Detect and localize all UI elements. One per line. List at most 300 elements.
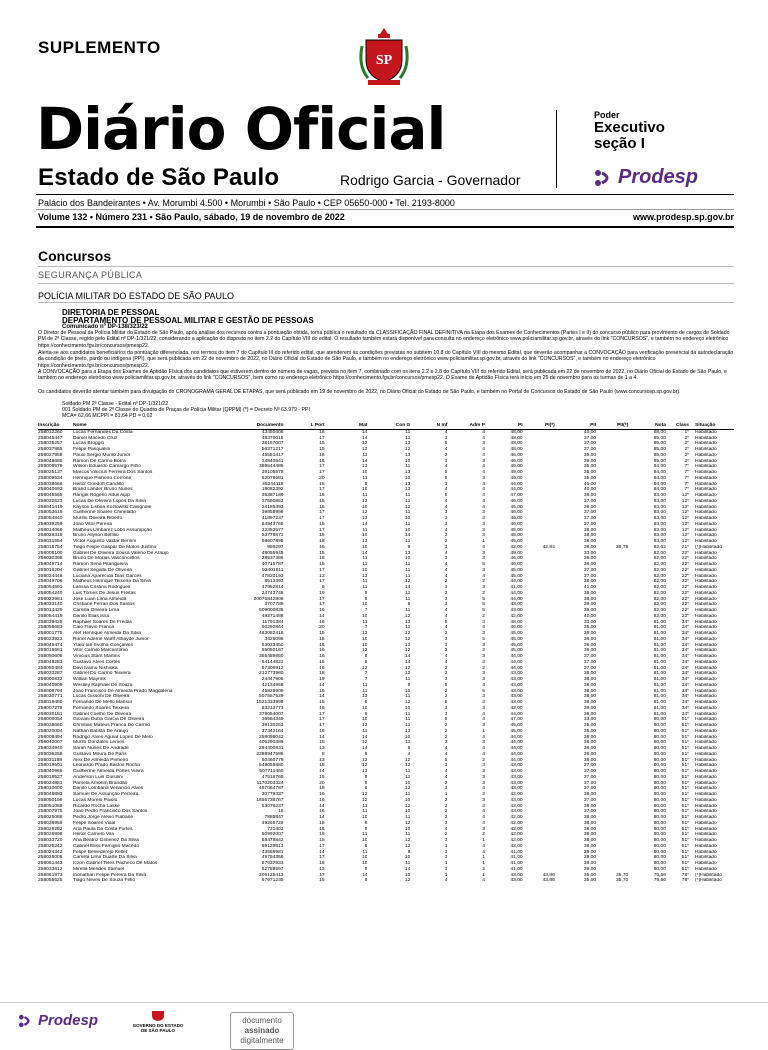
- table-cell: Sarah Nunes De Andrade: [73, 746, 129, 751]
- table-cell: 11: [362, 682, 368, 688]
- table-cell: 258049474: [38, 642, 63, 648]
- table-cell: 258010600: [38, 786, 63, 792]
- executivo-label: Executivo: [594, 119, 665, 136]
- table-cell: 10: [361, 470, 368, 475]
- table-cell: 10: [404, 780, 411, 786]
- table-cell: 35,00: [583, 723, 597, 728]
- table-cell: 49,00: [510, 464, 523, 470]
- table-cell: 11: [362, 579, 368, 585]
- table-cell: 35,00: [583, 475, 597, 481]
- table-cell: 36,00: [583, 642, 597, 648]
- table-cell: Anderson Luis Guisilini: [73, 774, 123, 780]
- table-cell: 40,00: [583, 613, 597, 619]
- table-cell: 39,00: [583, 608, 597, 613]
- table-cell: 13: [319, 573, 325, 579]
- table-cell: 34º: [681, 694, 689, 700]
- table-cell: 7º: [684, 481, 689, 487]
- table-cell: José Luan Lima Almeida: [73, 596, 127, 602]
- table-cell: 82,00: [653, 567, 666, 573]
- table-cell: Fernando De Mello Mansur: [73, 700, 133, 705]
- table-cell: 405290388: [259, 740, 284, 746]
- table-cell: 205125413: [259, 872, 284, 878]
- table-cell: 80,00: [653, 740, 666, 746]
- table-cell: 24743748: [261, 590, 284, 596]
- table-cell: Daniel Macedo Cruz: [73, 435, 118, 441]
- table-cell: 8: [364, 596, 368, 602]
- table-cell: Habilitado: [695, 820, 717, 826]
- table-cell: 80,00: [653, 849, 666, 855]
- table-cell: 36,00: [583, 631, 597, 636]
- table-cell: Habilitado: [695, 849, 717, 855]
- table-cell: 11: [405, 832, 411, 838]
- table-cell: 37,00: [583, 786, 597, 792]
- table-cell: 258001775: [38, 631, 63, 636]
- table-cell: 9: [321, 585, 325, 590]
- table-cell: 57306912: [261, 665, 284, 671]
- column-header: Inscrição: [38, 423, 73, 429]
- table-cell: 46,00: [510, 510, 523, 516]
- table-cell: Habilitado: [695, 734, 717, 740]
- table-cell: 13: [404, 619, 411, 625]
- stamp-line-3: digitalmente: [240, 1036, 284, 1045]
- table-cell: 4: [407, 751, 411, 757]
- table-cell: 37,00: [583, 769, 597, 774]
- table-cell: 58607895: [261, 539, 284, 544]
- table-cell: 55050167: [261, 648, 284, 654]
- table-cell: 10: [361, 861, 368, 866]
- table-cell: 10: [361, 705, 368, 711]
- table-cell: 11: [405, 567, 411, 573]
- table-cell: Habilitado: [695, 711, 717, 717]
- table-cell: 17: [319, 516, 325, 521]
- table-cell: 11: [362, 832, 368, 838]
- table-cell: 14: [361, 458, 368, 464]
- table-cell: 85,00: [653, 435, 666, 441]
- table-cell: 12: [361, 648, 368, 654]
- table-cell: 43,00: [510, 700, 523, 705]
- table-cell: 81,00: [653, 682, 666, 688]
- table-cell: Weslley Raphael De Souza: [73, 682, 133, 688]
- table-cell: 80,00: [653, 797, 666, 803]
- table-cell: 43,00: [510, 677, 523, 682]
- table-cell: 37,00: [583, 567, 597, 573]
- table-cell: 13: [404, 550, 411, 556]
- communique-number: Comunicado nº DP-138/323/22: [62, 324, 148, 330]
- footer-prodesp-text: Prodesp: [38, 1012, 99, 1029]
- table-cell: 14: [404, 866, 411, 872]
- table-cell: 10: [404, 527, 411, 533]
- table-cell: 258040007: [38, 740, 63, 746]
- table-cell: 40,00: [583, 487, 597, 493]
- table-cell: 34º: [681, 700, 689, 705]
- table-cell: Habilitado: [695, 751, 717, 757]
- table-cell: 1: [482, 838, 485, 843]
- table-cell: 18: [319, 556, 325, 562]
- table-cell: 17: [319, 464, 325, 470]
- table-cell: 14: [319, 849, 325, 855]
- table-cell: 10: [404, 556, 411, 562]
- table-cell: 22º: [681, 573, 689, 579]
- table-cell: 258048685: [38, 458, 63, 464]
- table-cell: 3: [444, 585, 448, 590]
- table-cell: 17: [319, 602, 325, 608]
- table-cell: 3: [482, 475, 485, 481]
- table-cell: 3: [482, 642, 485, 648]
- table-cell: 3: [482, 826, 485, 832]
- table-cell: Habilitado: [695, 815, 717, 820]
- table-cell: 10: [361, 717, 368, 723]
- table-cell: 4: [482, 809, 485, 815]
- table-cell: Samuel De Assunção Ferreira: [73, 792, 139, 797]
- table-cell: 13: [361, 447, 368, 452]
- table-cell: 12: [404, 803, 411, 809]
- table-cell: 11: [405, 717, 411, 723]
- table-cell: 38,00: [583, 826, 597, 832]
- table-cell: Habilitado: [695, 705, 717, 711]
- table-cell: 22º: [681, 602, 689, 608]
- table-cell: 46,00: [510, 556, 523, 562]
- table-cell: 81,00: [653, 625, 666, 631]
- column-header: N Inf: [410, 423, 447, 429]
- table-cell: 13: [361, 769, 368, 774]
- table-cell: 38,00: [583, 700, 597, 705]
- table-cell: 3: [482, 441, 485, 447]
- column-header: PI(*): [523, 423, 555, 429]
- table-cell: 85,00: [653, 447, 666, 452]
- table-cell: 80,00: [653, 717, 666, 723]
- table-cell: Habilitado: [695, 746, 717, 751]
- table-cell: 51º: [681, 734, 689, 740]
- table-cell: 46,00: [510, 516, 523, 521]
- table-cell: 45,00: [510, 567, 523, 573]
- table-cell: 35,70: [616, 878, 629, 884]
- table-cell: 258098042: [259, 734, 284, 740]
- table-cell: 22º: [681, 608, 689, 613]
- state-subtitle: Estado de São Paulo: [38, 164, 280, 191]
- table-cell: 8: [321, 751, 325, 757]
- table-cell: 30779337: [261, 792, 284, 797]
- table-cell: 7º: [684, 470, 689, 475]
- table-cell: 2: [444, 803, 448, 809]
- table-cell: Habilitado: [695, 809, 717, 815]
- secao-label: seção I: [594, 135, 645, 152]
- table-cell: Habilitado: [695, 803, 717, 809]
- table-cell: 38,00: [583, 527, 597, 533]
- table-cell: 3: [482, 671, 485, 677]
- table-cell: 4: [444, 746, 448, 751]
- table-cell: Lucas De Oliveira Lopes Da Silva: [73, 498, 146, 504]
- table-cell: 38,00: [583, 688, 597, 694]
- table-cell: 4: [482, 470, 485, 475]
- table-cell: 42,00: [510, 705, 523, 711]
- table-cell: 48,00: [510, 429, 523, 435]
- classification-table: [38, 423, 734, 884]
- table-cell: 14: [319, 682, 325, 688]
- table-cell: 258026242: [38, 843, 63, 849]
- table-cell: 10: [404, 872, 411, 878]
- table-cell: 1521333998: [256, 700, 284, 705]
- table-cell: 37,00: [583, 654, 597, 659]
- table-cell: 12: [361, 441, 368, 447]
- table-cell: 34º: [681, 631, 689, 636]
- table-cell: 38,00: [583, 843, 597, 849]
- table-cell: 258037865: [38, 447, 63, 452]
- table-cell: 2: [444, 797, 448, 803]
- table-cell: 51º: [681, 723, 689, 728]
- table-cell: Habilitado: [695, 769, 717, 774]
- table-cell: 1: [444, 843, 448, 849]
- table-cell: 20: [319, 475, 325, 481]
- table-cell: 258051089: [38, 803, 63, 809]
- table-cell: 53778871: [261, 533, 284, 539]
- table-cell: 258014069: [38, 527, 63, 533]
- table-cell: 4: [444, 826, 448, 832]
- table-cell: 78º: [681, 872, 689, 878]
- table-cell: 3: [482, 705, 485, 711]
- table-cell: 15: [319, 521, 325, 527]
- table-cell: 9: [407, 682, 411, 688]
- table-cell: Guilherme Almeida Portes Vieira: [73, 769, 144, 774]
- table-cell: 3: [482, 567, 485, 573]
- table-cell: 11: [362, 809, 368, 815]
- table-cell: 10: [361, 602, 368, 608]
- table-cell: 24840541: [261, 458, 284, 464]
- table-cell: 12: [404, 665, 411, 671]
- table-cell: 3: [444, 855, 448, 861]
- table-cell: Gabriel Do Carmo Teixeira: [73, 671, 131, 677]
- table-cell: 84,00: [653, 464, 666, 470]
- table-cell: 3: [482, 533, 485, 539]
- table-cell: 14: [404, 654, 411, 659]
- table-cell: 11: [405, 677, 411, 682]
- table-cell: 15: [319, 631, 325, 636]
- table-cell: 15: [319, 447, 325, 452]
- table-cell: 483082418: [259, 631, 284, 636]
- table-cell: 4: [482, 625, 485, 631]
- table-cell: 4: [482, 504, 485, 510]
- table-cell: 1: [444, 872, 448, 878]
- table-cell: Habilitado: [695, 550, 717, 556]
- table-cell: 18: [319, 786, 325, 792]
- table-cell: Paulo Sergio Murilo Junior: [73, 452, 131, 458]
- table-cell: 33,00: [583, 619, 597, 625]
- table-cell: 258019480: [38, 700, 63, 705]
- table-cell: 284400831: [259, 746, 284, 751]
- table-cell: 45,00: [510, 539, 523, 544]
- table-cell: 258033720: [38, 838, 63, 843]
- table-cell: 17: [319, 435, 325, 441]
- table-cell: Habilitado: [695, 539, 717, 544]
- table-cell: 3: [444, 786, 448, 792]
- table-cell: Habilitado: [695, 688, 717, 694]
- table-cell: 19: [319, 677, 325, 682]
- table-cell: 17: [319, 579, 325, 585]
- table-cell: 959297: [267, 544, 284, 550]
- table-cell: Matheus Henrique Teixeira Da Silva: [73, 579, 151, 585]
- table-cell: 3: [444, 516, 448, 521]
- table-cell: Pamela Amorim Brandão: [73, 780, 128, 786]
- table-cell: 2: [444, 780, 448, 786]
- table-cell: 258024881: [38, 780, 63, 786]
- table-cell: 11: [405, 740, 411, 746]
- table-cell: 85,00: [653, 441, 666, 447]
- table-cell: 15: [319, 533, 325, 539]
- table-cell: Felipe Belvederejo Keller: [73, 849, 128, 855]
- table-cell: 10: [361, 544, 368, 550]
- table-cell: 81,00: [653, 648, 666, 654]
- table-cell: Tiago Felipe Gaspar De Matos Justino: [73, 544, 157, 550]
- table-cell: 14: [319, 613, 325, 619]
- table-cell: 13: [404, 452, 411, 458]
- table-cell: Henrique Pinheiro Cerrone: [73, 475, 132, 481]
- table-cell: 80,00: [653, 843, 666, 849]
- table-cell: 16: [319, 705, 325, 711]
- table-cell: 43,00: [510, 671, 523, 677]
- table-cell: 12: [361, 498, 368, 504]
- table-cell: 4: [444, 878, 448, 884]
- table-cell: 12: [404, 878, 411, 884]
- table-cell: Habilitado: [695, 723, 717, 728]
- table-cell: 43,00: [510, 694, 523, 700]
- table-cell: 11791384: [262, 619, 284, 625]
- table-cell: 258050484: [38, 665, 63, 671]
- table-cell: 258009794: [38, 688, 63, 694]
- table-cell: 258045447: [38, 435, 63, 441]
- section-rule: [38, 266, 734, 267]
- table-cell: 12: [404, 757, 411, 763]
- table-cell: Leonardo Prado Bastos Rocha: [73, 763, 140, 769]
- table-cell: 12: [404, 648, 411, 654]
- website-link[interactable]: www.prodesp.sp.gov.br: [632, 212, 734, 222]
- table-cell: Habilitado: [695, 452, 717, 458]
- table-cell: 12: [404, 763, 411, 769]
- table-cell: 258036258: [38, 751, 63, 757]
- table-cell: Victor Augusto Valdar Berinni: [73, 539, 137, 544]
- column-header: Con G: [367, 423, 410, 429]
- table-cell: 258026998: [38, 832, 63, 838]
- address-rule: [36, 209, 734, 210]
- table-cell: 2: [444, 688, 448, 694]
- table-cell: 12: [404, 820, 411, 826]
- column-header: Mat: [325, 423, 368, 429]
- table-cell: 39130253: [261, 723, 284, 728]
- table-cell: 51º: [681, 803, 689, 809]
- table-cell: 20: [319, 780, 325, 786]
- table-cell: 2388947586: [256, 751, 284, 757]
- table-cell: 12º: [681, 510, 689, 516]
- table-cell: 4: [444, 751, 448, 757]
- table-cell: 258054240: [38, 590, 63, 596]
- table-cell: 258014429: [38, 608, 63, 613]
- table-cell: 258040966: [38, 769, 63, 774]
- table-cell: Ronel Aderne Wolff Athayde Junior: [73, 636, 149, 642]
- table-cell: 10: [361, 815, 368, 820]
- table-cell: 85,00: [653, 458, 666, 464]
- table-cell: 49,00: [510, 470, 523, 475]
- table-cell: 35,00: [583, 728, 597, 734]
- table-cell: 38,00: [583, 533, 597, 539]
- table-cell: 16: [319, 458, 325, 464]
- table-cell: 51º: [681, 866, 689, 872]
- table-cell: 258018527: [38, 774, 63, 780]
- table-cell: 4: [482, 843, 485, 849]
- table-cell: 43,00: [510, 878, 523, 884]
- table-cell: 4: [482, 498, 485, 504]
- table-cell: 84,00: [653, 470, 666, 475]
- table-cell: 43,00: [510, 602, 523, 608]
- table-cell: 11: [405, 464, 411, 470]
- table-cell: Habilitado: [695, 619, 717, 625]
- table-cell: Ricardo Rocha Laske: [73, 803, 120, 809]
- table-cell: 13: [361, 516, 368, 521]
- table-cell: 18: [278, 809, 284, 815]
- table-cell: 12º: [681, 533, 689, 539]
- table-cell: 4: [444, 562, 448, 567]
- table-cell: 47,00: [510, 493, 523, 498]
- table-cell: Camilla Lima Duarte Da Silva: [73, 855, 137, 861]
- table-cell: 7: [364, 625, 368, 631]
- table-cell: 34º: [681, 625, 689, 631]
- table-cell: Habilitado: [695, 516, 717, 521]
- table-cell: 43,00: [510, 786, 523, 792]
- table-cell: 11: [405, 792, 411, 797]
- table-cell: 258009579: [38, 464, 63, 470]
- table-cell: 20: [319, 625, 325, 631]
- table-cell: Larissa Cristina Rodrigues: [73, 585, 131, 590]
- table-cell: 51º: [681, 740, 689, 746]
- table-cell: 11: [362, 475, 368, 481]
- table-cell: Felipe Soares Vidal: [73, 820, 116, 826]
- table-cell: Heitor Carnelo Vila: [73, 832, 114, 838]
- table-cell: 38157007: [261, 441, 284, 447]
- table-cell: Davi Ivamu Nishioka: [73, 665, 118, 671]
- table-cell: Habilitado: [695, 728, 717, 734]
- gov-line-1: GOVERNO DO ESTADO: [132, 1023, 184, 1028]
- table-cell: 16: [319, 809, 325, 815]
- table-cell: 17: [319, 855, 325, 861]
- table-cell: 3: [444, 631, 448, 636]
- footer-prodesp-icon: [18, 1014, 34, 1028]
- table-cell: 3: [482, 700, 485, 705]
- table-cell: 22º: [681, 579, 689, 585]
- table-cell: Christian Mateus Franca Do Carmo: [73, 723, 150, 728]
- table-cell: 48,00: [510, 447, 523, 452]
- table-cell: 258032523: [38, 498, 63, 504]
- table-cell: 44,00: [510, 740, 523, 746]
- table-cell: 45244118: [262, 481, 284, 487]
- table-cell: 12º: [681, 504, 689, 510]
- table-cell: 258023981: [38, 596, 63, 602]
- table-cell: 13: [319, 746, 325, 751]
- table-cell: 38,00: [583, 677, 597, 682]
- seal-text: SP: [375, 53, 393, 68]
- table-cell: 34º: [681, 711, 689, 717]
- table-cell: 34º: [681, 677, 689, 682]
- table-cell: 81,00: [653, 694, 666, 700]
- table-cell: 10: [404, 797, 411, 803]
- table-cell: 45,00: [510, 648, 523, 654]
- table-cell: 51º: [681, 728, 689, 734]
- table-cell: 3: [482, 769, 485, 774]
- table-cell: 14: [404, 585, 411, 590]
- table-cell: 12: [361, 797, 368, 803]
- table-cell: 17: [319, 527, 325, 533]
- table-cell: Brand Lander Bruno Nunes: [73, 487, 133, 493]
- column-header: Nome: [73, 423, 215, 429]
- table-cell: Habilitado: [695, 567, 717, 573]
- table-cell: 258036956: [38, 820, 63, 826]
- table-cell: 27590852: [261, 498, 284, 504]
